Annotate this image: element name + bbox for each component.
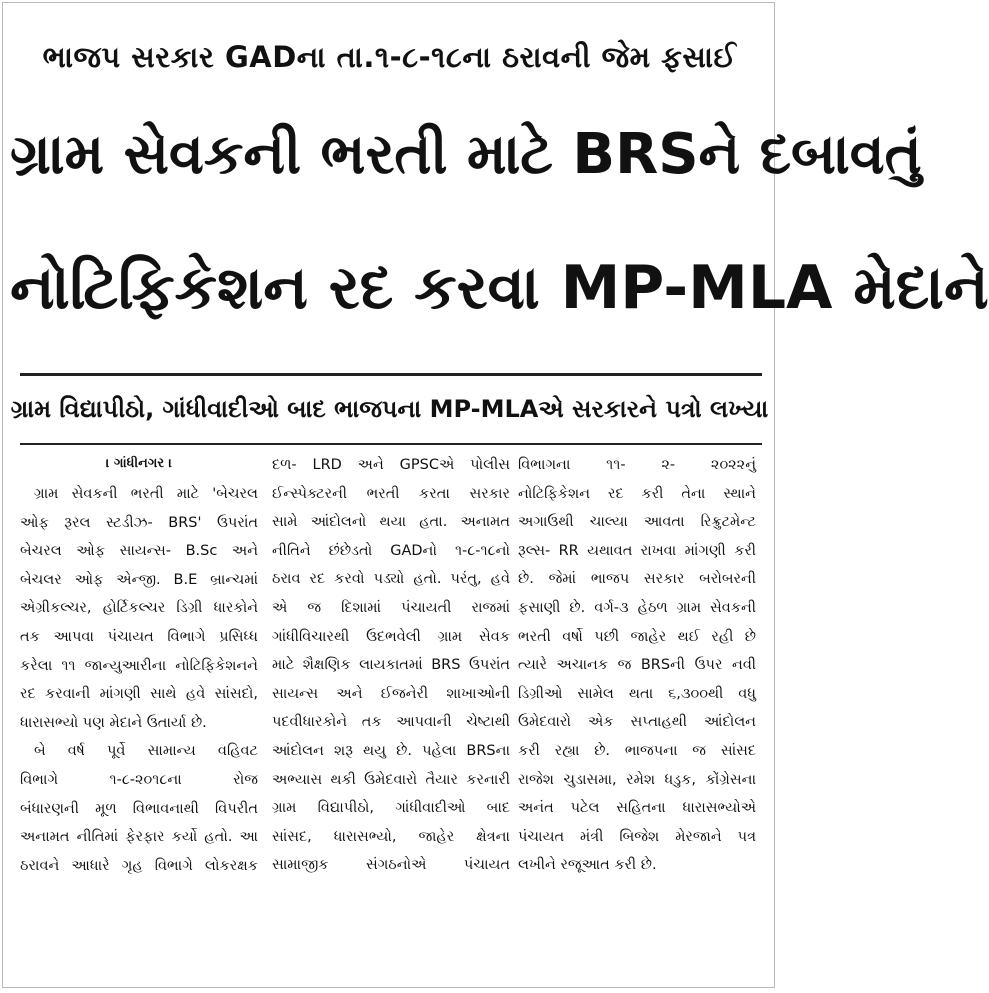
article-line: સાંસદ, ધારાસભ્યો, જાહેર ક્ષેત્રના xyxy=(272,828,510,845)
article-line: સામે આંદોલનો થયા હતા. અનામત xyxy=(272,514,510,531)
article-line: છે. જેમાં ભાજપ સરકાર બરોબરની xyxy=(518,571,756,588)
article-line: અનંત પટેલ સહિતના ધારાસભ્યોએ xyxy=(518,800,756,817)
article-line: બેચરલ ઓફ સાયન્સ- B.Sc અને xyxy=(20,543,258,560)
article-line: રૂલ્સ- RR યથાવત રાખવા માંગણી કરી xyxy=(518,542,756,559)
article-line: અભ્યાસ થકી ઉમેદવારો તૈયાર કરનારી xyxy=(272,771,510,788)
article-line: ડિગ્રીઓ સામેલ થતા ૬,૩૦૦થી વધુ xyxy=(518,685,756,702)
dateline: । ગાંધીનગર । xyxy=(105,456,173,471)
article-line: આંદોલન શરૂ થયુ છે. પહેલા BRSના xyxy=(272,742,510,759)
article-line: ત્યારે અચાનક જ BRSની ઉપર નવી xyxy=(518,657,756,674)
article-line: ગ્રામ વિદ્યાપીઠો, ગાંધીવાદીઓ બાદ xyxy=(272,800,510,817)
article-line: માટે શૈક્ષણિક લાયકાતમાં BRS ઉપરાંત xyxy=(272,657,510,674)
article-line: બે વર્ષ પૂર્વે સામાન્ય વહિવટ xyxy=(34,743,258,760)
article-line: ઠરાવને આધારે ગૃહ વિભાગે લોકરક્ષક xyxy=(20,857,258,874)
subhead-bottom-rule xyxy=(20,443,762,445)
article-line: રાજેશ ચુડાસમા, રમેશ ધડુક, કોંગ્રેસના xyxy=(518,771,756,788)
article-line: અનામત નીતિમાં ફેરફાર કર્યો હતો. આ xyxy=(20,829,258,846)
article-line: ધારાસભ્યો પણ મેદાને ઉતાર્યા છે. xyxy=(20,714,207,731)
article-line: ગ્રામ સેવકની ભરતી માટે 'બેચરલ xyxy=(34,486,258,502)
article-line: પંચાયત મંત્રી બિજેશ મેરજાને પત્ર xyxy=(518,828,756,845)
article-line: ગાંધીવિચારથી ઉદભવેલી ગ્રામ સેવક xyxy=(272,628,510,645)
article-line: નોટિફિકેશન રદ કરી તેના સ્થાને xyxy=(518,485,756,502)
article-line: અગાઉથી ચાલ્યા આવતા રિક્રુટમેન્ટ xyxy=(518,514,756,531)
article-line: પદવીધારકોને તક આપવાની ચેષ્ટાથી xyxy=(272,714,510,731)
article-line: કરેલા ૧૧ જાન્યુઆરીના નોટિફિકેશનને xyxy=(20,657,258,674)
headline-line-1: ગ્રામ સેવકની ભરતી માટે BRSને દબાવતું xyxy=(10,122,922,187)
subheadline: ગ્રામ વિદ્યાપીઠો, ગાંધીવાદીઓ બાદ ભાજપના MP-MLAએ સરકારને પત્રો લખ્યા xyxy=(10,395,769,423)
article-line: એગ્રીકલ્ચર, હોર્ટિકલ્ચર ડિગ્રી ધારકોને xyxy=(20,600,258,617)
article-line: દળ- LRD અને GPSCએ પોલીસ xyxy=(272,457,510,473)
article-line: ઓફ રૂરલ સ્ટડીઝ- BRS' ઉપરાંત xyxy=(20,514,258,531)
article-line: સામાજીક સંગઠનોએ પંચાયત xyxy=(272,857,510,874)
article-line: વિભાગના ૧૧- ૨- ૨૦૨૨નું xyxy=(518,457,756,473)
article-line: લખીને રજૂઆત કરી છે. xyxy=(518,857,657,874)
article-line: નીતિને છંછેડતો GADનો ૧-૮-૧૮નો xyxy=(272,542,510,559)
article-line: વિભાગે ૧-૮-૨૦૧૮ના રોજ xyxy=(20,771,258,788)
article-line: બંધારણની મૂળ વિભાવનાથી વિપરીત xyxy=(20,800,258,817)
article-column-2 xyxy=(272,451,510,880)
article-line: બેચલર ઓફ એન્જી. B.E બ્રાન્ચમાં xyxy=(20,571,258,588)
article-line: ઠરાવ રદ કરવો પડ્યો હતો. પરંતુ, હવે xyxy=(272,571,510,588)
article-line: એ જ દિશામાં પંચાયતી રાજમાં xyxy=(272,599,510,616)
article-column-3 xyxy=(518,451,756,880)
article-line: સાયન્સ અને ઈજનેરી શાખાઓની xyxy=(272,685,510,702)
article-line: ફસાણી છે. વર્ગ-૩ હેઠળ ગ્રામ સેવકની xyxy=(518,599,756,616)
kicker-headline: ભાજપ સરકાર GADના તા.૧-૮-૧૮ના ઠરાવની જેમ ફસાઈ xyxy=(42,40,737,74)
article-column-1 xyxy=(20,451,258,880)
article-line: ઈન્સ્પેક્ટરની ભરતી કરતા સરકાર xyxy=(272,485,510,502)
headline-line-2: નોટિફિકેશન રદ કરવા MP-MLA મેદાને xyxy=(10,253,989,323)
article-line: રદ કરવાની માંગણી સાથે હવે સાંસદો, xyxy=(20,686,258,703)
article-line: ભરતી વર્ષો પછી જાહેર થઈ રહી છે xyxy=(518,628,756,645)
article-line: ઉમેદવારો એક સપ્તાહથી આંદોલન xyxy=(518,714,756,731)
subhead-top-rule xyxy=(20,373,762,376)
article-line: કરી રહ્યા છે. ભાજપના જ સાંસદ xyxy=(518,742,756,759)
article-line: તક આપવા પંચાયત વિભાગે પ્રસિધ્ધ xyxy=(20,628,258,645)
